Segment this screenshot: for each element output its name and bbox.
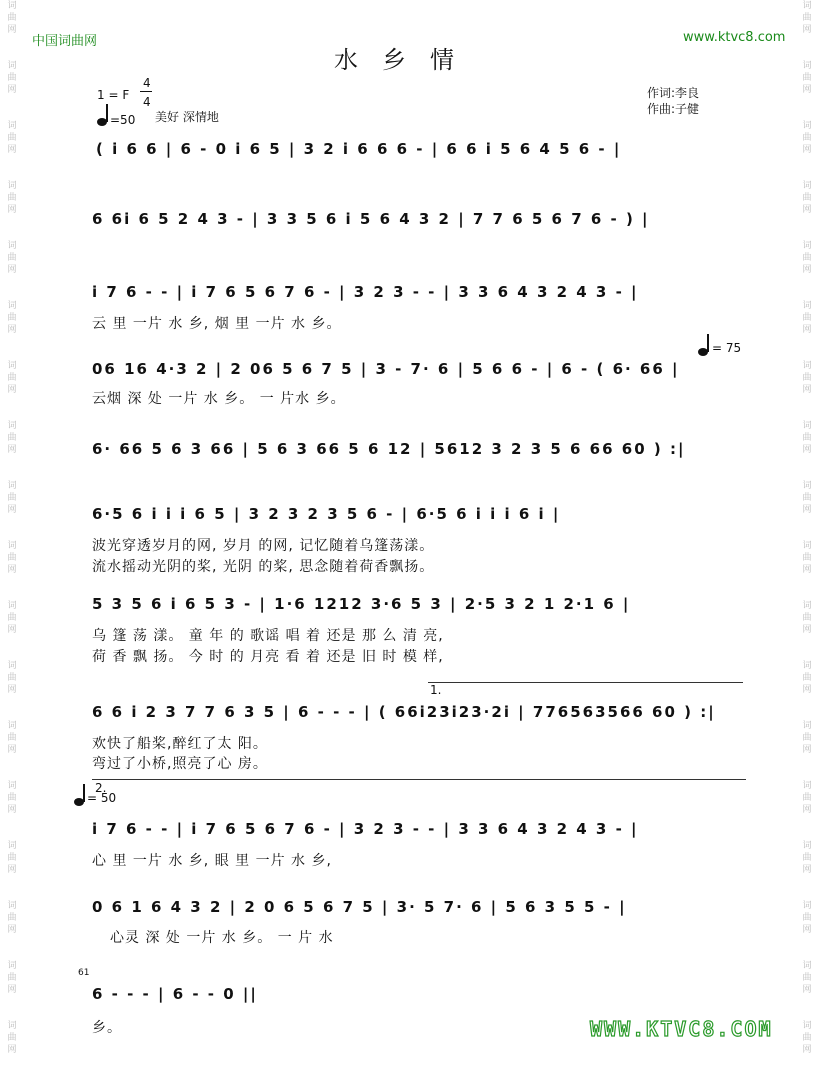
score-row-10: 0 6 1 6 4 3 2 | 2 0 6 5 6 7 5 | 3· 5 7· 6 | 5 6 3 5 5 - | (92, 898, 627, 916)
song-title: 水乡情 (334, 46, 478, 74)
lyric-row-8-verse-2: 弯过了小桥,照亮了心 房。 (92, 756, 268, 772)
time-signature-top: 4 (143, 76, 151, 90)
score-row-4: 06 16 4·3 2 | 2 06 5 6 7 5 | 3 - 7· 6 | 5 6 6 - | 6 - ( 6· 66 | (92, 360, 680, 378)
time-signature-line (140, 91, 152, 92)
watermark-text: 词 曲 网 (802, 181, 812, 215)
watermark-text: 词 曲 网 (7, 901, 17, 935)
watermark-text: 词 曲 网 (802, 541, 812, 575)
watermark-text: 词 曲 网 (802, 121, 812, 155)
watermark-text: 词 曲 网 (7, 541, 17, 575)
lyric-row-6-verse-2: 流水摇动光阴的桨, 光阴 的桨, 思念随着荷香飘扬。 (92, 559, 435, 575)
score-row-3: i 7 6 - - | i 7 6 5 6 7 6 - | 3 2 3 - - | 3 3 6 4 3 2 4 3 - | (92, 283, 639, 301)
score-row-1: ( i 6 6 | 6 - 0 i 6 5 | 3 2 i 6 6 6 - | 6 6 i 5 6 4 5 6 - | (96, 140, 622, 158)
watermark-text: 词 曲 网 (802, 721, 812, 755)
watermark-text: 词 曲 网 (802, 661, 812, 695)
score-row-8: 6 6 i 2 3 7 7 6 3 5 | 6 - - - | ( 66i23i23·2i | 776563566 60 ) :| (92, 703, 716, 721)
watermark-text: 词 曲 网 (7, 1, 17, 35)
watermark-text: 词 曲 网 (7, 121, 17, 155)
right-watermark (797, 0, 817, 1067)
watermark-text: 词 曲 网 (802, 781, 812, 815)
expression-marking: 美好 深情地 (155, 110, 219, 124)
score-row-2: 6 6i 6 5 2 4 3 - | 3 3 5 6 i 5 6 4 3 2 | 7 7 6 5 6 7 6 - ) | (92, 210, 650, 228)
time-signature-bottom: 4 (143, 95, 151, 109)
lyric-row-3: 云 里 一片 水 乡, 烟 里 一片 水 乡。 (92, 316, 342, 332)
volta-1-bracket (428, 682, 743, 683)
note-stem (106, 104, 108, 122)
watermark-text: 词 曲 网 (7, 841, 17, 875)
site-url-right[interactable]: www.ktvc8.com (683, 30, 786, 45)
watermark-text: 词 曲 网 (802, 1, 812, 35)
key-signature: 1 = F (97, 88, 130, 102)
lyric-row-8-verse-1: 欢快了船桨,醉红了太 阳。 (92, 736, 268, 752)
tempo-change-50: = 50 (87, 791, 117, 805)
score-row-11: 6 - - - | 6 - - 0 || (92, 985, 258, 1003)
watermark-text: 词 曲 网 (802, 361, 812, 395)
lyric-row-4: 云烟 深 处 一片 水 乡。 一 片水 乡。 (92, 391, 346, 407)
watermark-text: 词 曲 网 (7, 61, 17, 95)
watermark-text: 词 曲 网 (7, 721, 17, 755)
score-row-5: 6· 66 5 6 3 66 | 5 6 3 66 5 6 12 | 5612 3 2 3 5 6 66 60 ) :| (92, 440, 686, 458)
tempo-marking: =50 (110, 113, 136, 127)
score-row-6: 6·5 6 i i i 6 5 | 3 2 3 2 3 5 6 - | 6·5 6 i i i 6 i | (92, 505, 561, 523)
ktvc8-logo[interactable]: WWW.KTVC8.COM (590, 1017, 773, 1041)
watermark-text: 词 曲 网 (7, 601, 17, 635)
watermark-text: 词 曲 网 (7, 241, 17, 275)
score-row-9: i 7 6 - - | i 7 6 5 6 7 6 - | 3 2 3 - - | 3 3 6 4 3 2 4 3 - | (92, 820, 639, 838)
watermark-text: 词 曲 网 (7, 301, 17, 335)
volta-2-label: 2. (95, 781, 107, 795)
score-row-7: 5 3 5 6 i 6 5 3 - | 1·6 1212 3·6 5 3 | 2·5 3 2 1 2·1 6 | (92, 595, 631, 613)
watermark-text: 词 曲 网 (802, 301, 812, 335)
tempo-change-75: = 75 (712, 341, 742, 355)
volta-1-label: 1. (430, 683, 442, 697)
note-stem (707, 334, 709, 352)
watermark-text: 词 曲 网 (7, 961, 17, 995)
watermark-text: 词 曲 网 (802, 1021, 812, 1055)
watermark-text: 词 曲 网 (7, 421, 17, 455)
composer-credit: 作曲:子健 (647, 102, 700, 116)
grace-note: 61 (78, 968, 90, 978)
lyricist-credit: 作词:李良 (647, 86, 700, 100)
lyric-row-6-verse-1: 波光穿透岁月的网, 岁月 的网, 记忆随着乌篷荡漾。 (92, 538, 435, 554)
site-name-left[interactable]: 中国词曲网 (32, 34, 98, 49)
watermark-text: 词 曲 网 (802, 481, 812, 515)
watermark-text: 词 曲 网 (802, 961, 812, 995)
lyric-row-7-verse-1: 乌 篷 荡 漾。 童 年 的 歌谣 唱 着 还是 那 么 清 亮, (92, 628, 444, 644)
watermark-text: 词 曲 网 (7, 481, 17, 515)
watermark-text: 词 曲 网 (7, 1021, 17, 1055)
volta-2-bracket (92, 779, 746, 780)
watermark-text: 词 曲 网 (7, 361, 17, 395)
lyric-row-10: 心灵 深 处 一片 水 乡。 一 片 水 (110, 930, 334, 946)
lyric-row-7-verse-2: 荷 香 飘 扬。 今 时 的 月亮 看 着 还是 旧 时 模 样, (92, 649, 444, 665)
note-stem (83, 784, 85, 802)
watermark-text: 词 曲 网 (802, 61, 812, 95)
left-watermark (2, 0, 22, 1067)
lyric-row-11: 乡。 (92, 1020, 122, 1036)
watermark-text: 词 曲 网 (802, 601, 812, 635)
watermark-text: 词 曲 网 (802, 241, 812, 275)
watermark-text: 词 曲 网 (802, 841, 812, 875)
watermark-text: 词 曲 网 (802, 421, 812, 455)
watermark-text: 词 曲 网 (7, 661, 17, 695)
watermark-text: 词 曲 网 (7, 181, 17, 215)
watermark-text: 词 曲 网 (802, 901, 812, 935)
lyric-row-9: 心 里 一片 水 乡, 眼 里 一片 水 乡, (92, 853, 332, 869)
watermark-text: 词 曲 网 (7, 781, 17, 815)
